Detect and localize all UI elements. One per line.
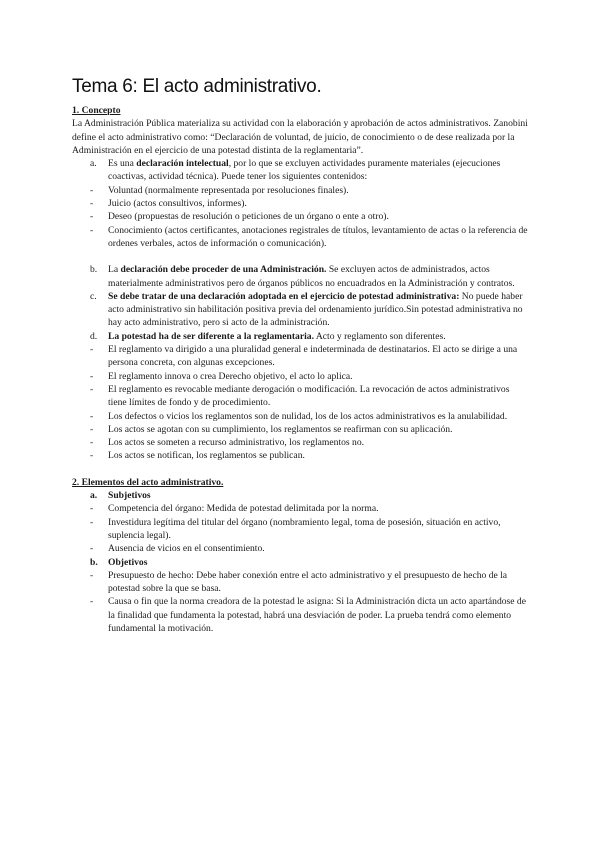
list-item: - Los actos se agotan con su cumplimiento, los reglamentos se reafirman con su aplicación. <box>90 423 453 435</box>
list-item: - Juicio (actos consultivos, informes). <box>90 198 247 210</box>
list-item: - Conocimiento (actos certificantes, anotaciones registrales de títulos, levantamiento de actas o la referencia de ordenes verbales, actos de información o comunicación). <box>90 224 528 249</box>
section-1-heading: 1. Concepto <box>72 105 121 116</box>
list-item: - Ausencia de vicios en el consentimiento. <box>90 543 265 555</box>
document-body <box>72 104 530 635</box>
concept-item-b: b. La declaración debe proceder de una Administración. Se excluyen actos de administrados, actos materialmente administrativos pero de órganos públicos no encuadrados en la Administración y contratos. <box>90 264 515 289</box>
item-marker: d. <box>90 330 98 342</box>
subjective-label: Subjetivos <box>108 490 151 502</box>
item-marker: b. <box>90 264 98 276</box>
list-item: - Los actos se notifican, los reglamentos se publican. <box>90 450 305 462</box>
list-item: - Investidura legítima del titular del órgano (nombramiento legal, toma de posesión, situación en activo, suplencia legal). <box>90 516 501 541</box>
item-marker: c. <box>90 290 97 302</box>
item-marker: b. <box>90 556 98 568</box>
subjective-elements-list <box>72 502 530 555</box>
section-2-heading: 2. Elementos del acto administrativo. <box>72 476 224 488</box>
act-vs-regulation-list <box>72 343 530 463</box>
content-types-list <box>72 184 530 250</box>
item-d-bold: La potestad ha de ser diferente a la reglamentaria. <box>108 330 314 342</box>
page-title: Tema 6: El acto administrativo. <box>72 76 322 97</box>
item-b-bold: declaración debe proceder de una Administración. <box>120 264 327 276</box>
list-item: - Causa o fin que la norma creadora de la potestad le asigna: Si la Administración dicta un acto apartándose de la finalidad que fundamenta la potestad, habrá una desviación de poder. La prueba tendrá como elemento fundamental la motivación. <box>90 596 526 634</box>
item-marker: a. <box>90 158 97 170</box>
objective-label: Objetivos <box>108 556 148 568</box>
list-item: - El reglamento innova o crea Derecho objetivo, el acto lo aplica. <box>90 370 353 382</box>
list-item: - Deseo (propuestas de resolución o peticiones de un órgano o ente a otro). <box>90 211 389 223</box>
elements-item-a <box>72 489 530 502</box>
list-item: - Presupuesto de hecho: Debe haber conexión entre el acto administrativo y el presupuesto de hecho de la potestad sobre la que se basa. <box>90 569 508 595</box>
list-item: - Competencia del órgano: Medida de potestad delimitada por la norma. <box>90 503 379 515</box>
list-item: - Los actos se someten a recurso administrativo, los reglamentos no. <box>90 437 365 449</box>
item-a-bold: declaración intelectual <box>136 158 229 170</box>
list-item: - Los defectos o vicios los reglamentos son de nulidad, los de los actos administrativos es la anulabilidad. <box>90 410 508 422</box>
list-item: - El reglamento es revocable mediante derogación o modificación. La revocación de actos administrativos tiene límites de fondo y de procedimiento. <box>90 383 510 409</box>
concept-item-d: d. La potestad ha de ser diferente a la reglamentaria. Acto y reglamento son diferentes. <box>90 330 446 342</box>
section-1-intro: La Administración Pública materializa su actividad con la elaboración y aprobación de actos administrativos. Zanobini define el acto administrativo como: “Declaración de voluntad, de juicio, de conocimiento o de dese realizada por la Administración en el ejercicio de una potestad distinta de la reglamentaria”. <box>72 118 528 156</box>
item-c-bold: Se debe tratar de una declaración adoptada en el ejercicio de potestad administrativa: <box>108 290 460 302</box>
concept-item-c: c. Se debe tratar de una declaración adoptada en el ejercicio de potestad administrativa: No puede haber acto administrativo sin habilitación positiva previa del ordenamiento jurídico.Sin potestad administrativa no hay acto administrativo, pero si acto de la administración. <box>90 290 523 329</box>
item-marker: a. <box>90 490 98 502</box>
concept-item-a: a. Es una declaración intelectual, por lo que se excluyen actividades puramente materiales (ejecuciones coactivas, actividad técnica). Puede tener los siguientes contenidos: <box>90 158 501 183</box>
elements-item-b <box>72 556 530 569</box>
list-item: - El reglamento va dirigido a una pluralidad general e indeterminada de destinatarios. El acto se dirige a una persona concreta, con algunas excepciones. <box>90 344 518 369</box>
objective-elements-list <box>72 569 530 635</box>
list-item: - Voluntad (normalmente representada por resoluciones finales). <box>90 184 349 196</box>
